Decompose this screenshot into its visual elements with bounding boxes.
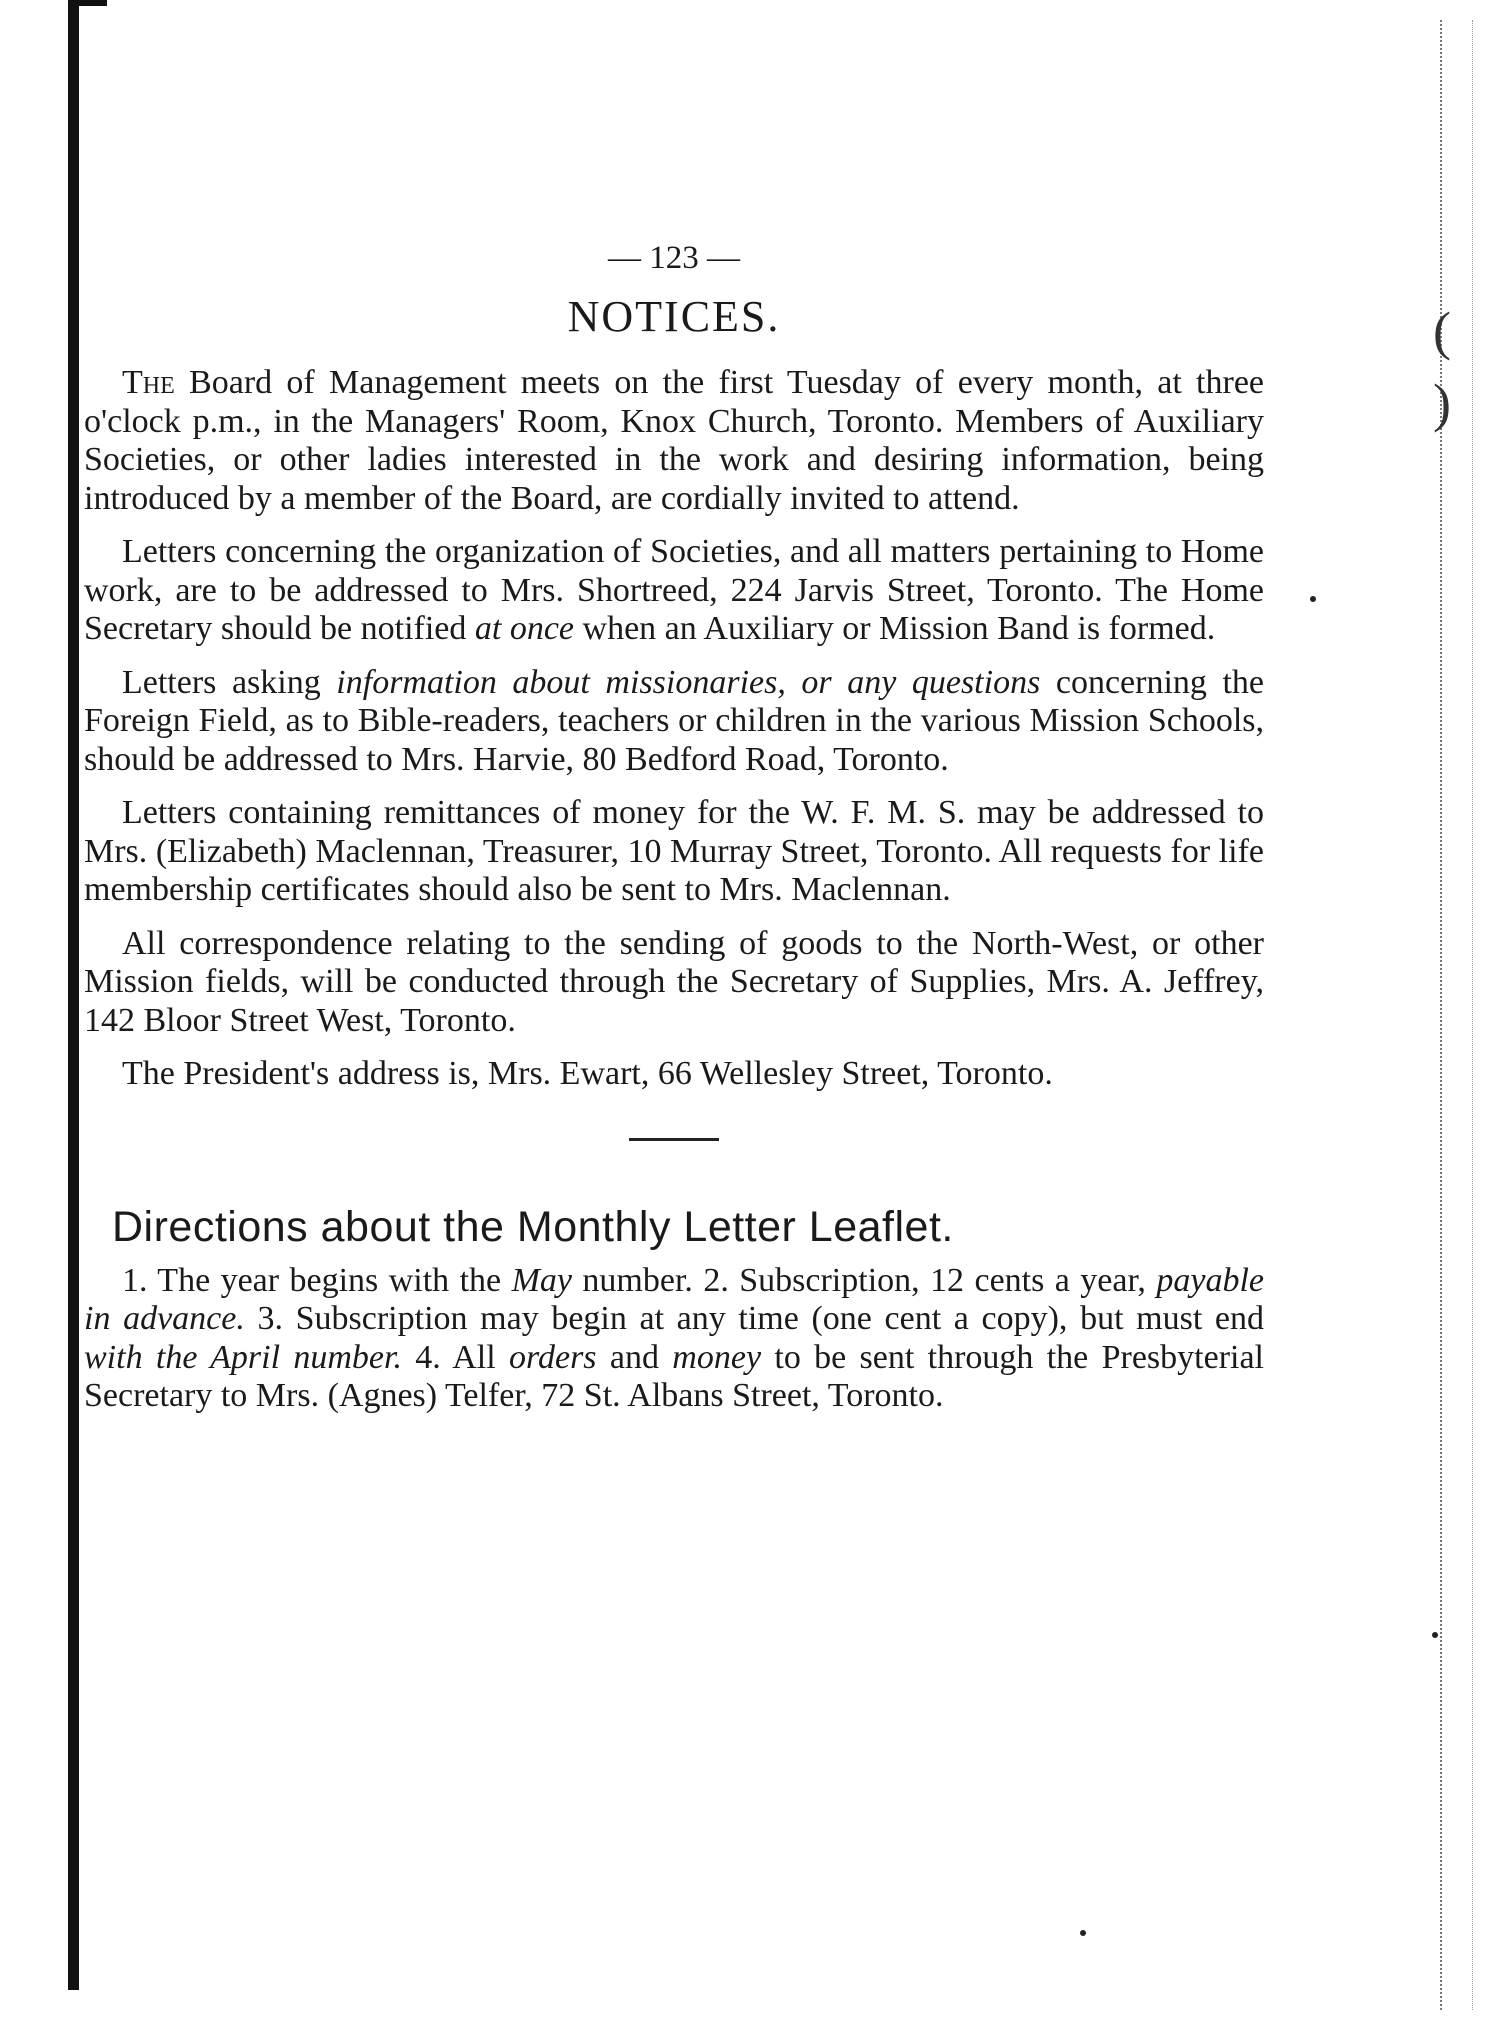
directions-emphasis: with the April number. — [84, 1338, 402, 1376]
print-speck — [1080, 1930, 1086, 1936]
notice-supplies: All correspondence relating to the sending of goods to the North-West, or other Mission fields, will be conducted through the Secretary of Supplies, Mrs. A. Jeffrey, 142 Bloor Street West, Toronto. — [84, 924, 1264, 1039]
directions-segment: and — [596, 1338, 673, 1376]
page-title: NOTICES. — [567, 292, 781, 341]
print-speck — [1310, 596, 1316, 602]
directions-segment: number. 2. Subscription, 12 cents a year, — [571, 1261, 1157, 1299]
print-speck — [1432, 1632, 1438, 1638]
directions-emphasis: orders — [509, 1338, 597, 1376]
notice-text: Board of Management meets on the first Tuesday of every month, at three o'clock p.m., in the Managers' Room, Knox Church, Toronto. Members of Auxiliary Societies, or other ladies interested in the work and desiring information, being introduced by a member of the Board, are cordially invited to attend. — [84, 364, 1264, 517]
notice-home-work — [84, 533, 1264, 649]
directions-heading: Directions about the Monthly Letter Leaflet. — [112, 1202, 954, 1251]
notice-text: Letters asking — [122, 663, 337, 701]
directions-emphasis: money — [672, 1338, 762, 1376]
directions-segment: 1. The year begins with the — [122, 1261, 512, 1299]
section-divider — [629, 1138, 719, 1141]
directions-segment: 4. All — [401, 1338, 510, 1376]
notice-foreign-field — [84, 664, 1264, 780]
directions-segment: 3. Subscription may begin at any time (one cent a copy), but must end — [244, 1300, 1265, 1337]
directions-text — [84, 1262, 1264, 1416]
notice-text: when an Auxiliary or Mission Band is formed. — [574, 610, 1216, 647]
binding-rule — [68, 0, 79, 1990]
notice-emphasis: information about missionaries, or any questions — [336, 663, 1041, 701]
notice-emphasis: at once — [474, 610, 575, 647]
binding-tick — [79, 0, 107, 6]
edge-mark-glyph: ) — [1433, 373, 1451, 433]
notice-board-meetings — [84, 364, 1264, 518]
notice-remittances: Letters containing remittances of money for the W. F. M. S. may be addressed to Mrs. (Elizabeth) Maclennan, Treasurer, 10 Murray Street, Toronto. All requests for life membership certificates should also be sent to Mrs. Maclennan. — [84, 794, 1264, 908]
page-number: — 123 — — [608, 240, 740, 276]
notice-president-address: The President's address is, Mrs. Ewart, 66 Wellesley Street, Toronto. — [122, 1055, 1053, 1092]
directions-segment: to be sent through the Presbyterial Secretary to Mrs. (Agnes) Telfer, 72 St. Albans Street, Toronto. — [84, 1338, 1264, 1414]
notice-text: concerning the Foreign Field, as to Bible-readers, teachers or children in the various Mission Schools, should be addressed to Mrs. Harvie, 80 Bedford Road, Toronto. — [84, 663, 1264, 778]
page-column — [84, 240, 1264, 1431]
lead-word: The — [122, 364, 175, 401]
edge-mark-glyph: ( — [1433, 301, 1451, 361]
directions-emphasis: payable in advance. — [84, 1261, 1264, 1337]
directions-emphasis: May — [511, 1261, 572, 1299]
notice-text: Letters concerning the organization of Societies, and all matters pertaining to Home work, are to be addressed to Mrs. Shortreed, 224 Jarvis Street, Toronto. The Home Secretary should be notified — [84, 533, 1264, 647]
